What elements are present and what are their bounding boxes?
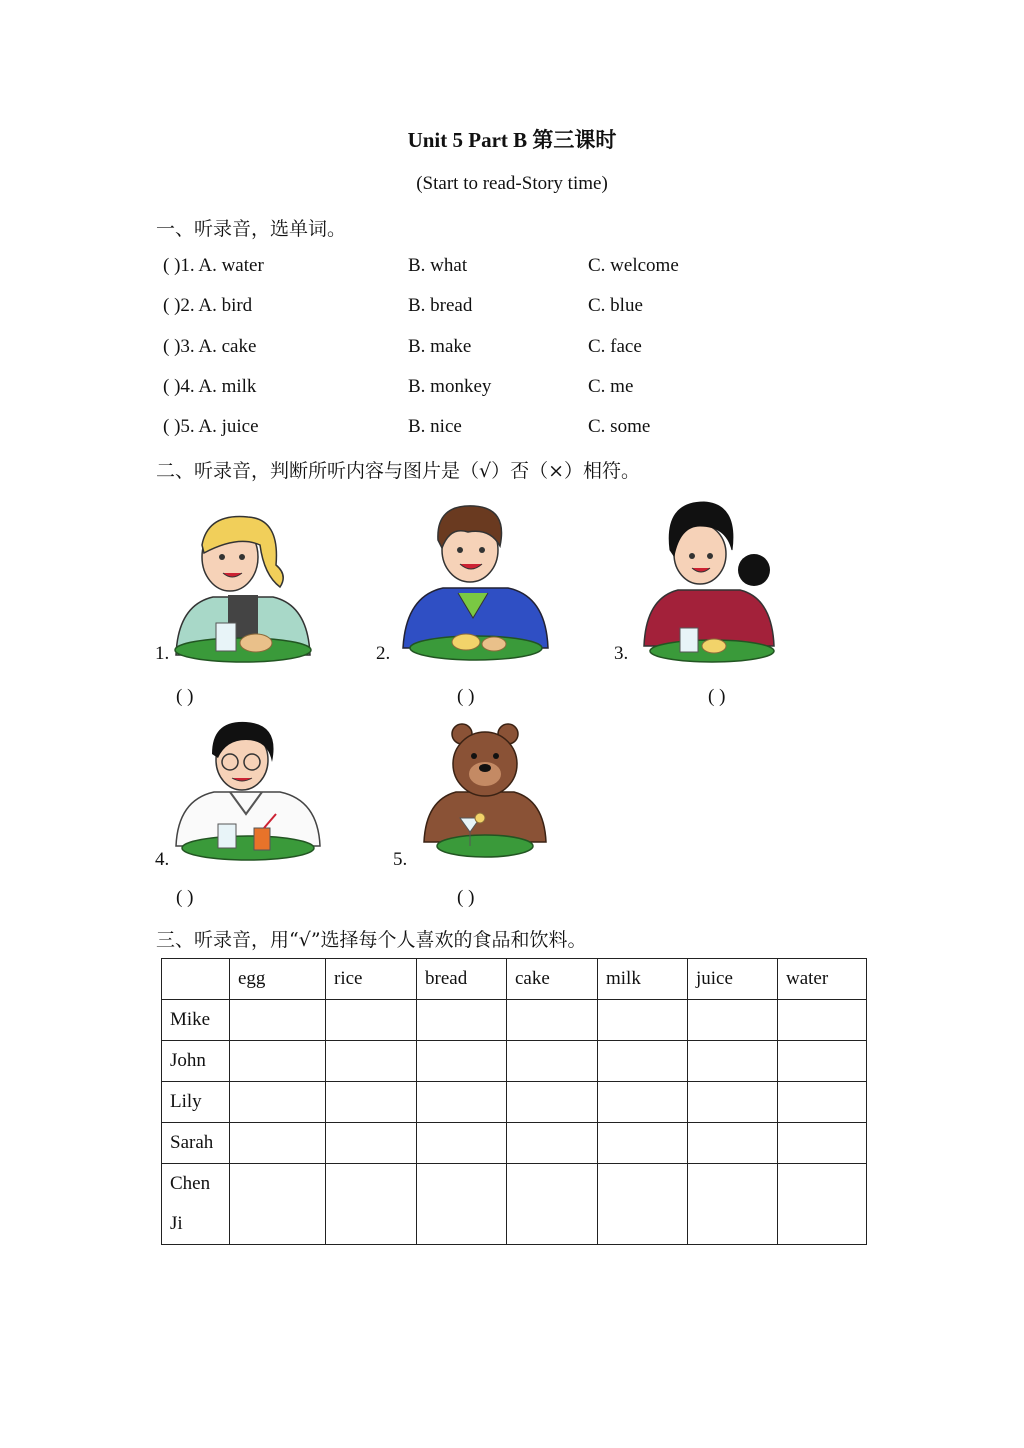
table-cell[interactable] [230,1123,326,1164]
section3-heading: 三、听录音，用“√”选择每个人喜欢的食品和饮料。 [156,929,587,951]
table-cell[interactable] [417,1123,507,1164]
table-cell[interactable] [598,1000,688,1041]
question-1-c: C. welcome [588,255,679,276]
picture-label-4: 4. [155,849,170,870]
table-cell[interactable] [326,1082,417,1123]
table-cell[interactable] [230,1082,326,1123]
table-row [162,1082,867,1123]
preferences-table [161,958,867,1245]
table-cell[interactable] [326,1000,417,1041]
boy-blue-hoodie-with-tray-icon [398,498,553,663]
question-3-b: B. make [408,336,472,357]
table-cell[interactable] [507,1000,598,1041]
table-header-milk: milk [598,959,688,1000]
picture-label-2: 2. [376,643,391,664]
table-cell[interactable] [778,1041,867,1082]
table-cell[interactable] [326,1164,417,1245]
question-5-c: C. some [588,416,651,437]
question-5-a: ( )5. A. juice [163,416,259,437]
table-header-egg: egg [230,959,326,1000]
row-name-mike: Mike [162,1000,230,1041]
picture-answer-3: ( ) [708,686,726,707]
table-cell[interactable] [230,1164,326,1245]
table-header-bread: bread [417,959,507,1000]
table-cell[interactable] [417,1041,507,1082]
table-row [162,1164,867,1245]
table-cell[interactable] [778,1000,867,1041]
girl-blonde-with-tray-icon [168,505,318,665]
question-1-a: ( )1. A. water [163,255,264,276]
question-4-b: B. monkey [408,376,492,397]
question-5-b: B. nice [408,416,462,437]
table-cell[interactable] [688,1041,778,1082]
girl-black-hair-with-tray-icon [640,496,780,664]
question-2-b: B. bread [408,295,473,316]
row-name-john: John [162,1041,230,1082]
question-2-a: ( )2. A. bird [163,295,253,316]
row-name-chen-ji [162,1164,230,1245]
table-cell[interactable] [598,1123,688,1164]
table-cell[interactable] [326,1123,417,1164]
picture-answer-5: ( ) [457,887,475,908]
table-row [162,1000,867,1041]
page-title: Unit 5 Part B 第三课时 [407,128,617,152]
question-3-c: C. face [588,336,642,357]
table-cell[interactable] [688,1123,778,1164]
table-cell[interactable] [688,1000,778,1041]
table-cell[interactable] [326,1041,417,1082]
table-cell[interactable] [598,1041,688,1082]
question-4-c: C. me [588,376,634,397]
table-cell[interactable] [230,1041,326,1082]
table-cell[interactable] [778,1164,867,1245]
table-row [162,1123,867,1164]
picture-answer-4: ( ) [176,887,194,908]
picture-label-3: 3. [614,643,629,664]
table-cell[interactable] [688,1082,778,1123]
picture-answer-1: ( ) [176,686,194,707]
row-name-ji: Ji [170,1213,183,1234]
question-2-c: C. blue [588,295,643,316]
table-cell[interactable] [507,1164,598,1245]
picture-answer-2: ( ) [457,686,475,707]
table-cell[interactable] [598,1082,688,1123]
table-cell[interactable] [778,1123,867,1164]
row-name-lily: Lily [162,1082,230,1123]
picture-label-5: 5. [393,849,408,870]
table-cell[interactable] [778,1082,867,1123]
question-1-b: B. what [408,255,468,276]
section2-heading: 二、听录音，判断所听内容与图片是（√）否（×）相符。 [156,460,641,482]
table-cell[interactable] [507,1123,598,1164]
table-header-rice: rice [326,959,417,1000]
table-cell[interactable] [507,1041,598,1082]
table-header-water: water [778,959,867,1000]
table-cell[interactable] [598,1164,688,1245]
table-cell[interactable] [417,1000,507,1041]
row-name-chen: Chen [170,1173,211,1194]
table-cell[interactable] [688,1164,778,1245]
question-3-a: ( )3. A. cake [163,336,257,357]
page-subtitle: (Start to read-Story time) [416,173,608,194]
table-cell[interactable] [507,1082,598,1123]
table-cell[interactable] [230,1000,326,1041]
table-header-juice: juice [688,959,778,1000]
table-header-cake: cake [507,959,598,1000]
table-cell[interactable] [417,1164,507,1245]
section1-heading: 一、听录音，选单词。 [156,218,347,240]
table-header-cell [162,959,230,1000]
row-name-sarah: Sarah [162,1123,230,1164]
bear-with-tray-icon [420,722,550,868]
question-4-a: ( )4. A. milk [163,376,257,397]
picture-label-1: 1. [155,643,170,664]
table-row [162,1041,867,1082]
table-header-row [162,959,867,1000]
table-cell[interactable] [417,1082,507,1123]
boy-glasses-with-tray-icon [172,718,324,868]
